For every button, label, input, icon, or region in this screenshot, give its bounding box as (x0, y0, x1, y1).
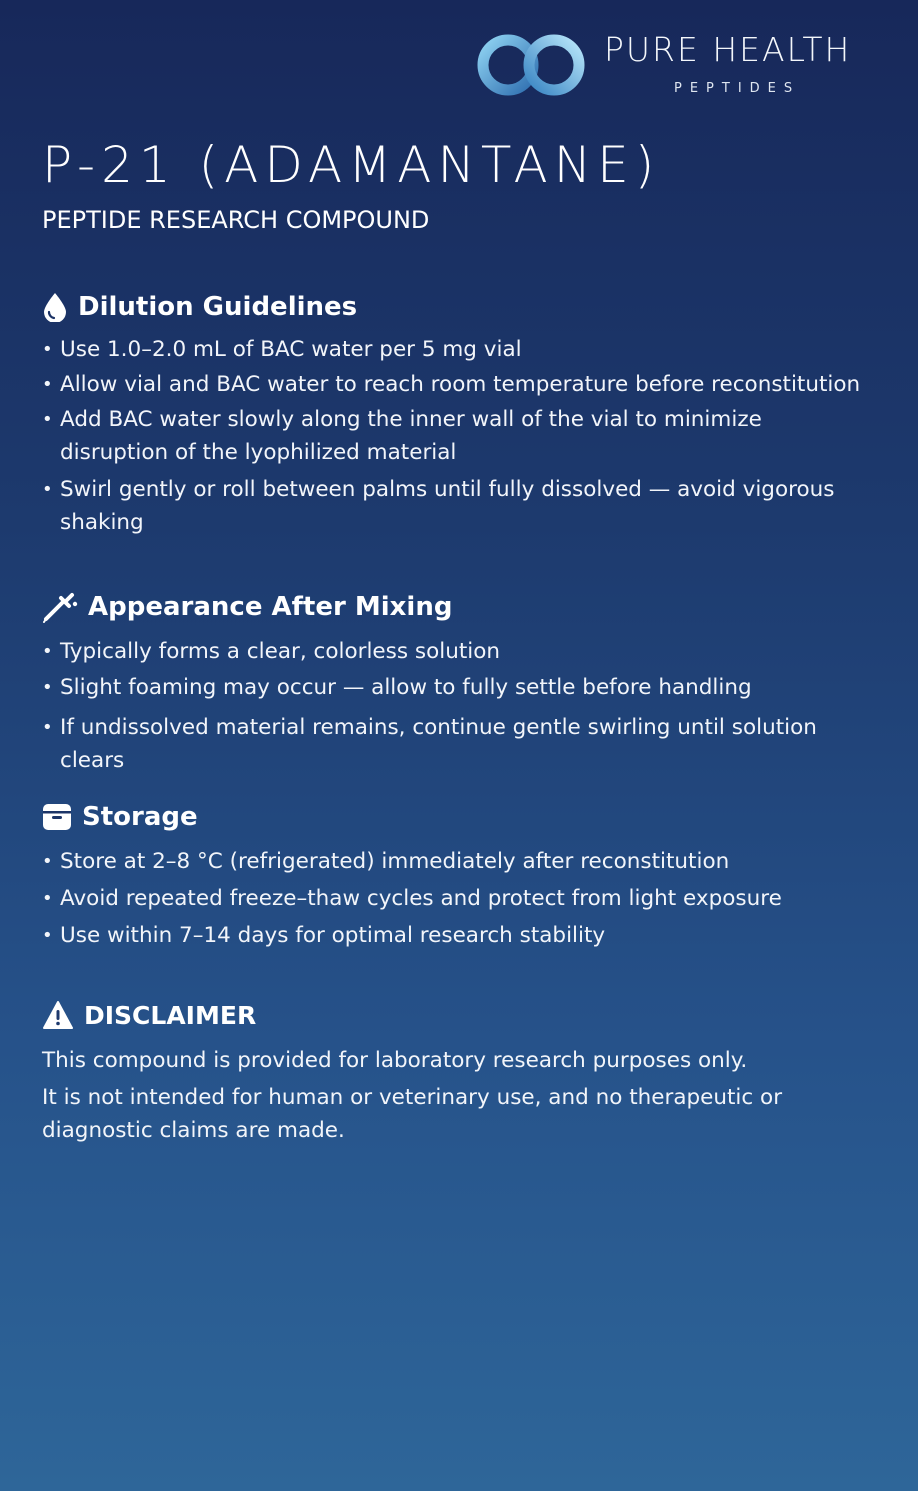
section-title-dilution: Dilution Guidelines (78, 292, 358, 322)
section-heading-dilution (42, 292, 357, 322)
disclaimer-body (42, 1044, 862, 1147)
section-title-appearance: Appearance After Mixing (88, 592, 453, 622)
list-item: • Swirl gently or roll between palms until fully dissolved — avoid vigorous shaking (42, 473, 872, 539)
list-item: • If undissolved material remains, continue gentle swirling until solution clears (42, 711, 872, 777)
storage-box-icon (42, 803, 72, 831)
disclaimer-line: It is not intended for human or veterinary use, and no therapeutic or diagnostic claims are made. (42, 1085, 783, 1143)
section-heading-disclaimer (42, 1000, 256, 1030)
list-item: • Add BAC water slowly along the inner wall of the vial to minimize disruption of the lyophilized material (42, 403, 872, 469)
brand-logo (470, 26, 890, 106)
disclaimer-line: This compound is provided for laboratory research purposes only. (42, 1048, 748, 1073)
appearance-list (42, 636, 872, 777)
warning-icon (42, 1000, 74, 1030)
section-title-storage: Storage (82, 802, 198, 832)
dilution-list (42, 334, 872, 539)
list-item: • Use within 7–14 days for optimal research stability (42, 920, 872, 952)
brand-subtitle: PEPTIDES (674, 81, 801, 96)
droplet-icon (42, 292, 68, 322)
list-item: • Avoid repeated freeze–thaw cycles and protect from light exposure (42, 883, 872, 915)
infinity-logo-icon (472, 30, 590, 98)
section-heading-appearance (42, 591, 452, 623)
list-item: • Use 1.0–2.0 mL of BAC water per 5 mg vial (42, 334, 872, 366)
page-subtitle: PEPTIDE RESEARCH COMPOUND (42, 206, 430, 234)
section-heading-storage (42, 802, 198, 832)
brand-name: PURE HEALTH (604, 30, 852, 69)
section-title-disclaimer: DISCLAIMER (84, 1000, 257, 1030)
list-item: • Store at 2–8 °C (refrigerated) immediately after reconstitution (42, 846, 872, 878)
list-item: • Allow vial and BAC water to reach room temperature before reconstitution (42, 371, 872, 398)
page-title: P-21 (ADAMANTANE) (42, 136, 661, 194)
storage-list (42, 846, 872, 952)
list-item: • Slight foaming may occur — allow to fully settle before handling (42, 672, 872, 704)
pipette-icon (42, 591, 78, 623)
list-item: • Typically forms a clear, colorless solution (42, 636, 872, 668)
